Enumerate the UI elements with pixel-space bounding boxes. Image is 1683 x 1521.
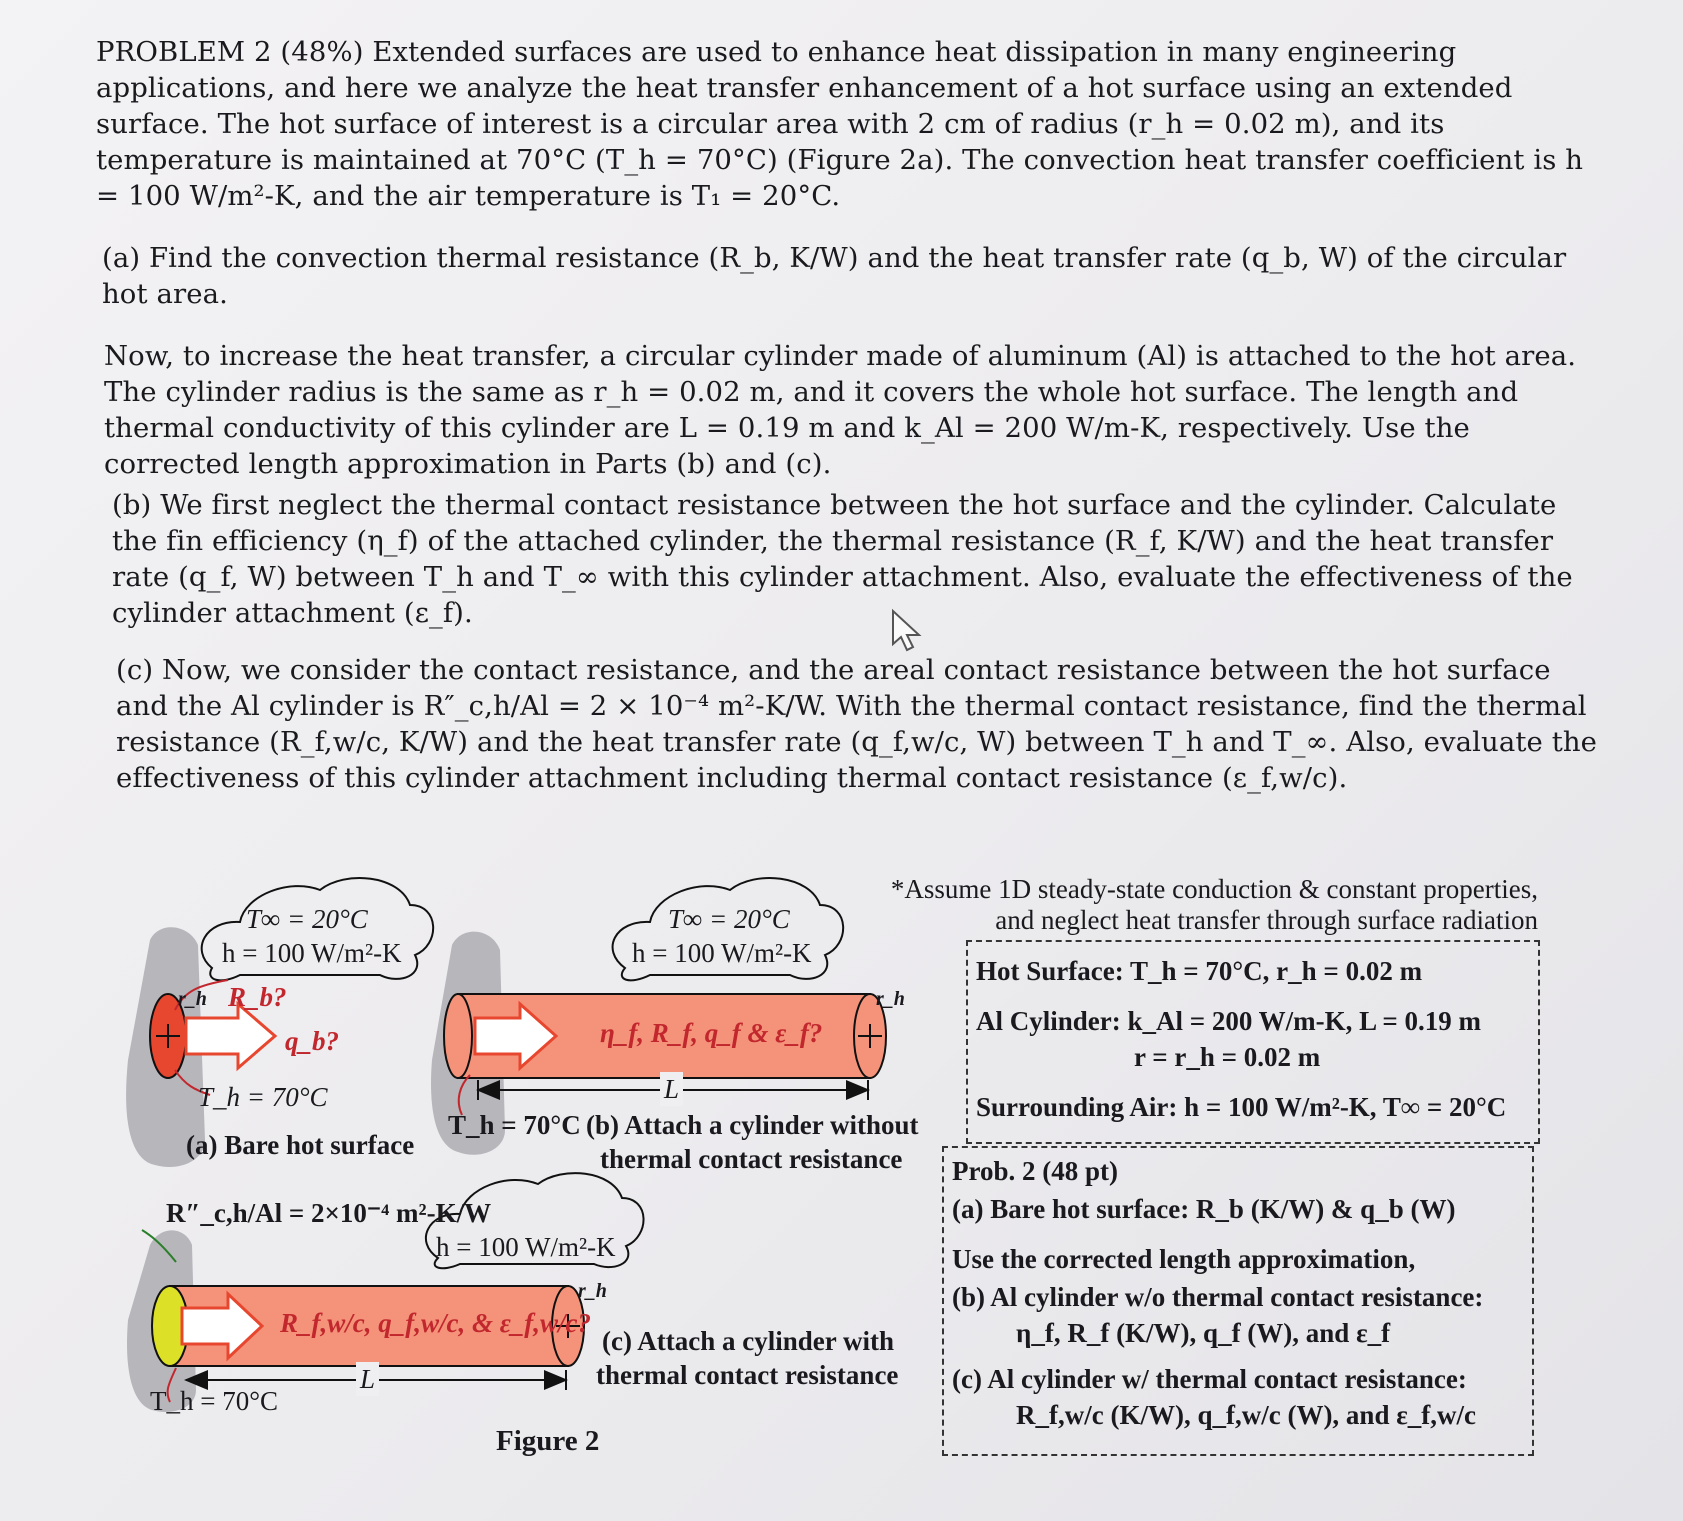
summary-part-a: (a) Bare hot surface: R_b (K/W) & q_b (W) [952,1194,1456,1224]
assumption-line2: and neglect heat transfer through surface radiation [995,905,1538,935]
cloud-a-temp: T∞ = 20°C [246,904,368,934]
cloud-b-h: h = 100 W/m²-K [632,938,812,968]
th-label-a: T_h = 70°C [198,1082,328,1112]
th-label-c: T_h = 70°C [150,1386,279,1416]
cloud-a-h: h = 100 W/m²-K [222,938,402,968]
caption-b-line1: (b) Attach a cylinder without [586,1110,919,1140]
c-question: R_f,w/c, q_f,w/c, & ε_f,w/c? [280,1308,592,1338]
caption-a: (a) Bare hot surface [186,1130,415,1160]
given-al-radius: r = r_h = 0.02 m [1134,1042,1321,1072]
summary-part-b-values: η_f, R_f (K/W), q_f (W), and ε_f [1016,1318,1391,1348]
b-question: η_f, R_f, q_f & ε_f? [600,1018,823,1048]
qb-question: q_b? [285,1026,339,1056]
given-surrounding-air: Surrounding Air: h = 100 W/m²-K, T∞ = 20°C [976,1092,1507,1122]
summary-part-c-values: R_f,w/c (K/W), q_f,w/c (W), and ε_f,w/c [1016,1400,1476,1430]
problem-intro: PROBLEM 2 (48%) Extended surfaces are used to enhance heat dissipation in many engineering applications, and here we analyze the heat transfer enhancement of a hot surface using an extended surface. The hot surface of interest is a circular area with 2 cm of radius (r_h = 0.02 m), and its temperature is maintained at 70°C (T_h = 70°C) (Figure 2a). The convection heat transfer coefficient is h = 100 W/m²-K, and the air temperature is T₁ = 20°C. [96,36,1584,212]
now-paragraph: Now, to increase the heat transfer, a circular cylinder made of aluminum (Al) is attached to the hot area. The cylinder radius is the same as r_h = 0.02 m, and it covers the whole hot surface. The length and thermal conductivity of this cylinder are L = 0.19 m and k_Al = 200 W/m-K, respectively. Use the corrected length approximation in Parts (b) and (c). [104,340,1577,480]
rh-label-b: r_h [876,988,905,1010]
figure-label: Figure 2 [496,1425,600,1457]
caption-b-line2: thermal contact resistance [600,1144,903,1174]
cloud-b-temp: T∞ = 20°C [668,904,790,934]
assumption-line1: *Assume 1D steady-state conduction & constant properties, [890,874,1538,904]
th-label-b: T_h = 70°C [448,1110,581,1140]
rh-label-c: r_h [578,1280,607,1302]
caption-c-line1: (c) Attach a cylinder with [602,1326,894,1356]
cloud-c-h: h = 100 W/m²-K [436,1232,616,1262]
summary-use-corrected: Use the corrected length approximation, [952,1244,1416,1274]
summary-title: Prob. 2 (48 pt) [952,1156,1118,1186]
part-a-text: (a) Find the convection thermal resistance (R_b, K/W) and the heat transfer rate (q_b, W) of the circular hot area. [102,242,1567,310]
length-label-b: L [660,1072,683,1106]
part-b-text: (b) We first neglect the thermal contact resistance between the hot surface and the cylinder. Calculate the fin efficiency (η_f) of the attached cylinder, the thermal resistance (R_f, K/W) and the heat transfer rate (q_f, W) between T_h and T_∞ with this cylinder attachment. Also, evaluate the effectiveness of the cylinder attachment (ε_f). [112,489,1573,629]
length-label-c: L [356,1362,379,1396]
contact-resistance-label: R″_c,h/Al = 2×10⁻⁴ m²-K/W [166,1198,492,1228]
rh-label-a: r_h [178,988,207,1010]
caption-c-line2: thermal contact resistance [596,1360,899,1390]
rb-question: R_b? [228,982,287,1012]
part-c-text: (c) Now, we consider the contact resistance, and the areal contact resistance between the hot surface and the Al cylinder is R″_c,h/Al = 2 × 10⁻⁴ m²-K/W. With the thermal contact resistance, find the thermal resistance (R_f,w/c, K/W) and the heat transfer rate (q_f,w/c, W) between T_h and T_∞. Also, evaluate the effectiveness of this cylinder attachment including thermal contact resistance (ε_f,w/c). [116,654,1598,794]
given-hot-surface: Hot Surface: T_h = 70°C, r_h = 0.02 m [976,956,1423,986]
given-al-cylinder: Al Cylinder: k_Al = 200 W/m-K, L = 0.19 m [976,1006,1482,1036]
summary-part-c: (c) Al cylinder w/ thermal contact resistance: [952,1364,1467,1394]
summary-part-b: (b) Al cylinder w/o thermal contact resistance: [952,1282,1484,1312]
